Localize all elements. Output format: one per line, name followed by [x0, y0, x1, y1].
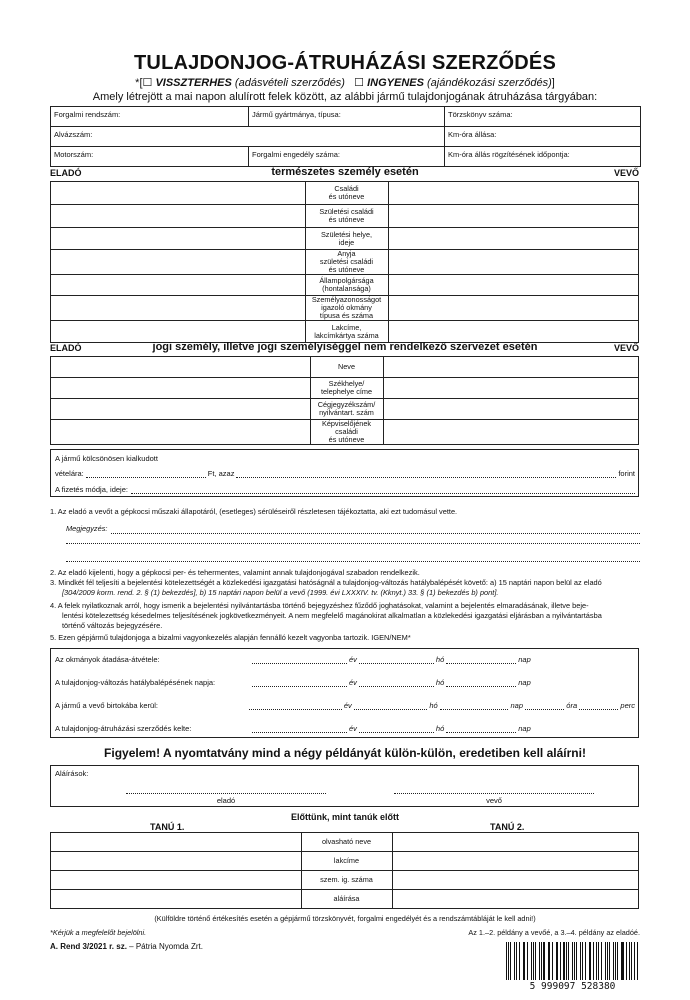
- date-year-field[interactable]: [249, 709, 342, 710]
- barcode-bar: [637, 942, 638, 980]
- natural-row-label: Állampolgársága (hontalansága): [305, 275, 388, 296]
- publisher-name: – Pátria Nyomda Zrt.: [129, 942, 203, 951]
- witness-buyer-field[interactable]: [392, 871, 639, 890]
- seller-signature-label: eladó: [216, 796, 236, 805]
- signatures-box: [50, 765, 639, 807]
- barcode-bar: [552, 942, 553, 980]
- witness-row-label: aláírása: [301, 890, 392, 909]
- price-amount-field[interactable]: [86, 477, 206, 478]
- field-alvazszam[interactable]: Alvázszám:: [51, 127, 445, 146]
- witness-row-label: olvasható neve: [301, 833, 392, 852]
- date-row-label: Az okmányok átadása-átvétele:: [55, 655, 160, 664]
- price-ft-label: Ft, azaz: [207, 469, 235, 478]
- field-km-ora[interactable]: Km-óra állása:: [448, 130, 497, 139]
- witness-2-label: TANÚ 2.: [490, 822, 525, 832]
- bracket-close: ]: [551, 77, 555, 89]
- contract-type-line: [0, 76, 690, 89]
- field-gyartmany-tipus[interactable]: Jármű gyártmánya, típusa:: [249, 107, 445, 126]
- clause-5: 5. Ezen gépjármű tulajdonjoga a bizalmi vagyonkezelés alapján fennálló kezelt vagyonba tartozik. IGEN/NEM*: [50, 633, 411, 642]
- date-row-label: A jármű a vevő birtokába kerül:: [55, 701, 158, 710]
- buyer-signature-field[interactable]: [394, 792, 594, 794]
- barcode-bars: [506, 942, 639, 980]
- price-box: [50, 449, 639, 497]
- natural-seller-field[interactable]: [51, 182, 306, 205]
- barcode-bar: [527, 942, 528, 980]
- barcode-bar: [622, 942, 623, 980]
- barcode-digits: 5 999097 528380: [529, 981, 616, 992]
- date-day-unit: nap: [518, 655, 531, 664]
- barcode-bar: [629, 942, 630, 980]
- legal-row-label: Neve: [310, 357, 383, 378]
- bracket-open: *[: [135, 77, 143, 89]
- natural-buyer-label: VEVŐ: [614, 168, 640, 178]
- natural-buyer-field[interactable]: [388, 182, 639, 205]
- witness-1-label: TANÚ 1.: [150, 822, 185, 832]
- witness-seller-field[interactable]: [51, 890, 302, 909]
- barcode-bar: [609, 942, 610, 980]
- barcode-bar: [531, 942, 532, 980]
- field-forgalmi-rendszam[interactable]: Forgalmi rendszám:: [51, 107, 249, 126]
- clause-4a: 4. A felek nyilatkoznak arról, hogy ismerik a bejelentési nyilvántartásba történő bejegyzéshez fűződő joghatásokat, valamint a bejelentés elmaradásának, illetve beje-: [50, 601, 589, 610]
- natural-row-label: Anyja születési családi és utóneve: [305, 250, 388, 275]
- barcode-bar: [615, 942, 616, 980]
- intro-text: Amely létrejött a mai napon alulírott felek között, az alábbi jármű tulajdonjogának átruházása tárgyában:: [92, 91, 598, 103]
- marking-note: *Kérjük a megfelelőt bejelölni.: [50, 928, 147, 937]
- date-row-label: A tulajdonjog-átruházási szerződés kelte:: [55, 724, 192, 733]
- date-month-unit: hó: [429, 701, 438, 710]
- clause-1: 1. Az eladó a vevőt a gépkocsi műszaki állapotáról, (esetleges) sérüléseiről részletesen tájékoztatta, aki ezt tudomásul vette.: [50, 507, 458, 516]
- natural-seller-label: ELADÓ: [50, 168, 82, 178]
- legal-person-table: [50, 356, 639, 445]
- witness-seller-field[interactable]: [51, 833, 302, 852]
- legal-row-label: Székhelye/ telephelye címe: [310, 378, 383, 399]
- date-day-unit: nap: [518, 724, 531, 733]
- barcode: [506, 942, 639, 992]
- natural-seller-field[interactable]: [51, 205, 306, 228]
- date-hour-field[interactable]: [525, 709, 564, 710]
- note-field-2[interactable]: [66, 542, 640, 544]
- copies-note: Az 1.–2. példány a vevőé, a 3.–4. példány az eladóé.: [468, 928, 640, 937]
- legal-row: [51, 357, 639, 378]
- legal-seller-field[interactable]: [51, 357, 311, 378]
- foreign-sale-note: (Külföldre történő értékesítés esetén a gépjármű törzskönyvét, forgalmi engedélyét és a rendszámtábláját le kell adni!): [154, 914, 536, 923]
- natural-row-label: Születési családi és utóneve: [305, 205, 388, 228]
- witness-buyer-field[interactable]: [392, 833, 639, 852]
- clause-3b: [304/2009 korm. rend. 2. § (1) bekezdés], b) 15 naptári napon belül a vevő (1999. évi LXXXIV. tv. (Kknyt.) 33. § (1) bekezdés b) pont].: [62, 588, 499, 597]
- date-month-unit: hó: [435, 655, 445, 664]
- natural-buyer-field[interactable]: [388, 296, 639, 321]
- witness-table: [50, 832, 639, 909]
- dates-box: [50, 648, 639, 738]
- natural-buyer-field[interactable]: [388, 205, 639, 228]
- label-visszterhes: VISSZTERHES: [155, 77, 232, 89]
- legal-buyer-field[interactable]: [383, 399, 639, 420]
- date-day-field[interactable]: [446, 686, 516, 687]
- natural-buyer-field[interactable]: [388, 228, 639, 250]
- natural-row-label: Családi és utóneve: [305, 182, 388, 205]
- payment-line: [55, 485, 635, 494]
- legal-buyer-label: VEVŐ: [614, 343, 640, 353]
- date-row-label: A tulajdonjog-változás hatálybalépésének napja:: [55, 678, 216, 687]
- date-day-field[interactable]: [440, 709, 509, 710]
- vehicle-row-3: [51, 147, 640, 166]
- clause-4c: történő változás bejegyzésére.: [62, 621, 163, 630]
- barcode-bar: [582, 942, 583, 980]
- date-day-field[interactable]: [446, 663, 516, 664]
- page-title: TULAJDONJOG-ÁTRUHÁZÁSI SZERZŐDÉS: [134, 52, 556, 74]
- natural-seller-field[interactable]: [51, 296, 306, 321]
- price-intro: A jármű kölcsönösen kialkudott: [55, 454, 158, 463]
- natural-buyer-field[interactable]: [388, 275, 639, 296]
- natural-buyer-field[interactable]: [388, 321, 639, 343]
- date-month-field[interactable]: [359, 732, 434, 733]
- witness-row: [51, 871, 639, 890]
- date-year-unit: év: [349, 678, 357, 687]
- vehicle-data-grid: [50, 106, 641, 167]
- date-day-unit: nap: [510, 701, 523, 710]
- field-motorszam[interactable]: Motorszám:: [51, 147, 249, 166]
- date-row: [55, 678, 635, 687]
- vehicle-row-2: [51, 127, 640, 147]
- witness-seller-field[interactable]: [51, 852, 302, 871]
- form-code-number: A. Rend 3/2021 r. sz.: [50, 942, 127, 951]
- price-forint-label: forint: [618, 469, 635, 478]
- natural-row-label: Lakcíme, lakcímkártya száma: [305, 321, 388, 343]
- note-ingyenes: (ajándékozási szerződés): [427, 77, 552, 89]
- date-year-unit: év: [349, 724, 357, 733]
- natural-section-title: természetes személy esetén: [271, 166, 419, 178]
- natural-row: [51, 228, 639, 250]
- date-year-field[interactable]: [252, 686, 347, 687]
- witness-title: Előttünk, mint tanúk előtt: [291, 812, 399, 822]
- checkbox-ingyenes[interactable]: ☐: [354, 77, 365, 89]
- legal-seller-field[interactable]: [51, 399, 311, 420]
- legal-row: [51, 420, 639, 445]
- natural-row: [51, 182, 639, 205]
- date-day-unit: nap: [518, 678, 531, 687]
- natural-row: [51, 296, 639, 321]
- natural-person-table: [50, 181, 639, 343]
- payment-field[interactable]: [131, 493, 635, 494]
- natural-seller-field[interactable]: [51, 228, 306, 250]
- legal-row-label: Képviselőjének családi és utóneve: [310, 420, 383, 445]
- seller-signature-field[interactable]: [126, 792, 326, 794]
- legal-buyer-field[interactable]: [383, 378, 639, 399]
- date-month-field[interactable]: [359, 663, 434, 664]
- date-month-unit: hó: [435, 724, 445, 733]
- legal-seller-field[interactable]: [51, 420, 311, 445]
- clause-3a: 3. Mindkét fél teljesíti a bejelentési kötelezettségét a közlekedési igazgatási hatóságnál a tulajdonjog-változás hatálybalépését követő: a) 15 naptári napon belül az eladó: [50, 578, 602, 587]
- vehicle-row-1: [51, 107, 640, 127]
- date-row: [55, 655, 635, 664]
- natural-row-label: Személyazonosságot igazoló okmány típusa és száma: [305, 296, 388, 321]
- witness-row: [51, 852, 639, 871]
- note-line: [66, 524, 640, 534]
- date-year-field[interactable]: [252, 732, 347, 733]
- legal-section-title: jogi személy, illetve jogi személyiséggel nem rendelkező szervezet esetén: [152, 341, 538, 353]
- natural-row: [51, 275, 639, 296]
- barcode-bar: [543, 942, 544, 980]
- barcode-bar: [557, 942, 558, 980]
- natural-seller-field[interactable]: [51, 275, 306, 296]
- legal-seller-field[interactable]: [51, 378, 311, 399]
- legal-seller-label: ELADÓ: [50, 343, 82, 353]
- witness-row-label: szem. ig. száma: [301, 871, 392, 890]
- date-row: [55, 724, 635, 733]
- barcode-bar: [539, 942, 540, 980]
- date-day-field[interactable]: [446, 732, 516, 733]
- witness-row: [51, 890, 639, 909]
- barcode-bar: [596, 942, 597, 980]
- natural-row: [51, 321, 639, 343]
- signatures-label: Aláírások:: [55, 769, 89, 778]
- legal-row: [51, 378, 639, 399]
- witness-row-label: lakcíme: [301, 852, 392, 871]
- date-minute-unit: perc: [620, 701, 635, 710]
- price-words-field[interactable]: [236, 477, 616, 478]
- barcode-bar: [580, 942, 581, 980]
- legal-row-label: Cégjegyzékszám/ nyilvántart. szám: [310, 399, 383, 420]
- date-month-field[interactable]: [359, 686, 434, 687]
- warning-text: Figyelem! A nyomtatvány mind a négy példányát külön-külön, eredetiben kell aláírni!: [104, 746, 586, 760]
- note-visszterhes: (adásvételi szerződés): [234, 77, 345, 89]
- date-month-unit: hó: [435, 678, 445, 687]
- natural-buyer-field[interactable]: [388, 250, 639, 275]
- barcode-bar: [506, 942, 507, 980]
- natural-seller-field[interactable]: [51, 250, 306, 275]
- clause-2: 2. Az eladó kijelenti, hogy a gépkocsi per- és tehermentes, valamint annak tulajdonjogával szabadon rendelkezik.: [50, 568, 420, 577]
- form-code: [50, 942, 203, 951]
- payment-label: A fizetés módja, ideje:: [55, 485, 128, 494]
- barcode-bar: [519, 942, 520, 980]
- barcode-bar: [563, 942, 564, 980]
- date-minute-field[interactable]: [579, 709, 618, 710]
- barcode-bar: [601, 942, 602, 980]
- legal-row: [51, 399, 639, 420]
- field-forgalmi-engedely[interactable]: Forgalmi engedély száma:: [249, 147, 445, 166]
- date-year-unit: év: [343, 701, 352, 710]
- date-row: [55, 701, 635, 710]
- natural-seller-field[interactable]: [51, 321, 306, 343]
- field-torzskonyv-szama[interactable]: Törzskönyv száma:: [448, 110, 513, 119]
- barcode-bar: [514, 942, 515, 980]
- witness-seller-field[interactable]: [51, 871, 302, 890]
- note-field[interactable]: [111, 533, 641, 534]
- witness-buyer-field[interactable]: [392, 852, 639, 871]
- natural-row: [51, 205, 639, 228]
- clause-4b: lentési kötelezettség késedelmes teljesítésének jogkövetkezményeit. A nem megfelelő magánokirat alkalmatlan a közlekedési igazgatási eljárásban a nyilvántartásba: [62, 611, 602, 620]
- note-field-3[interactable]: [66, 560, 640, 562]
- note-label: Megjegyzés:: [66, 524, 108, 533]
- witness-buyer-field[interactable]: [392, 890, 639, 909]
- label-ingyenes: INGYENES: [367, 77, 424, 89]
- witness-row: [51, 833, 639, 852]
- barcode-bar: [572, 942, 573, 980]
- legal-buyer-field[interactable]: [383, 420, 639, 445]
- date-year-field[interactable]: [252, 663, 347, 664]
- barcode-bar: [589, 942, 590, 980]
- legal-buyer-field[interactable]: [383, 357, 639, 378]
- buyer-signature-label: vevő: [486, 796, 502, 805]
- price-line: [55, 469, 635, 478]
- price-label: vételára:: [55, 469, 84, 478]
- date-hour-unit: óra: [566, 701, 578, 710]
- natural-row-label: Születési helye, ideje: [305, 228, 388, 250]
- natural-row: [51, 250, 639, 275]
- date-month-field[interactable]: [354, 709, 428, 710]
- field-km-ora-idopont[interactable]: Km-óra állás rögzítésének időpontja:: [448, 150, 570, 159]
- checkbox-visszterhes[interactable]: ☐: [142, 77, 153, 89]
- date-year-unit: év: [349, 655, 357, 664]
